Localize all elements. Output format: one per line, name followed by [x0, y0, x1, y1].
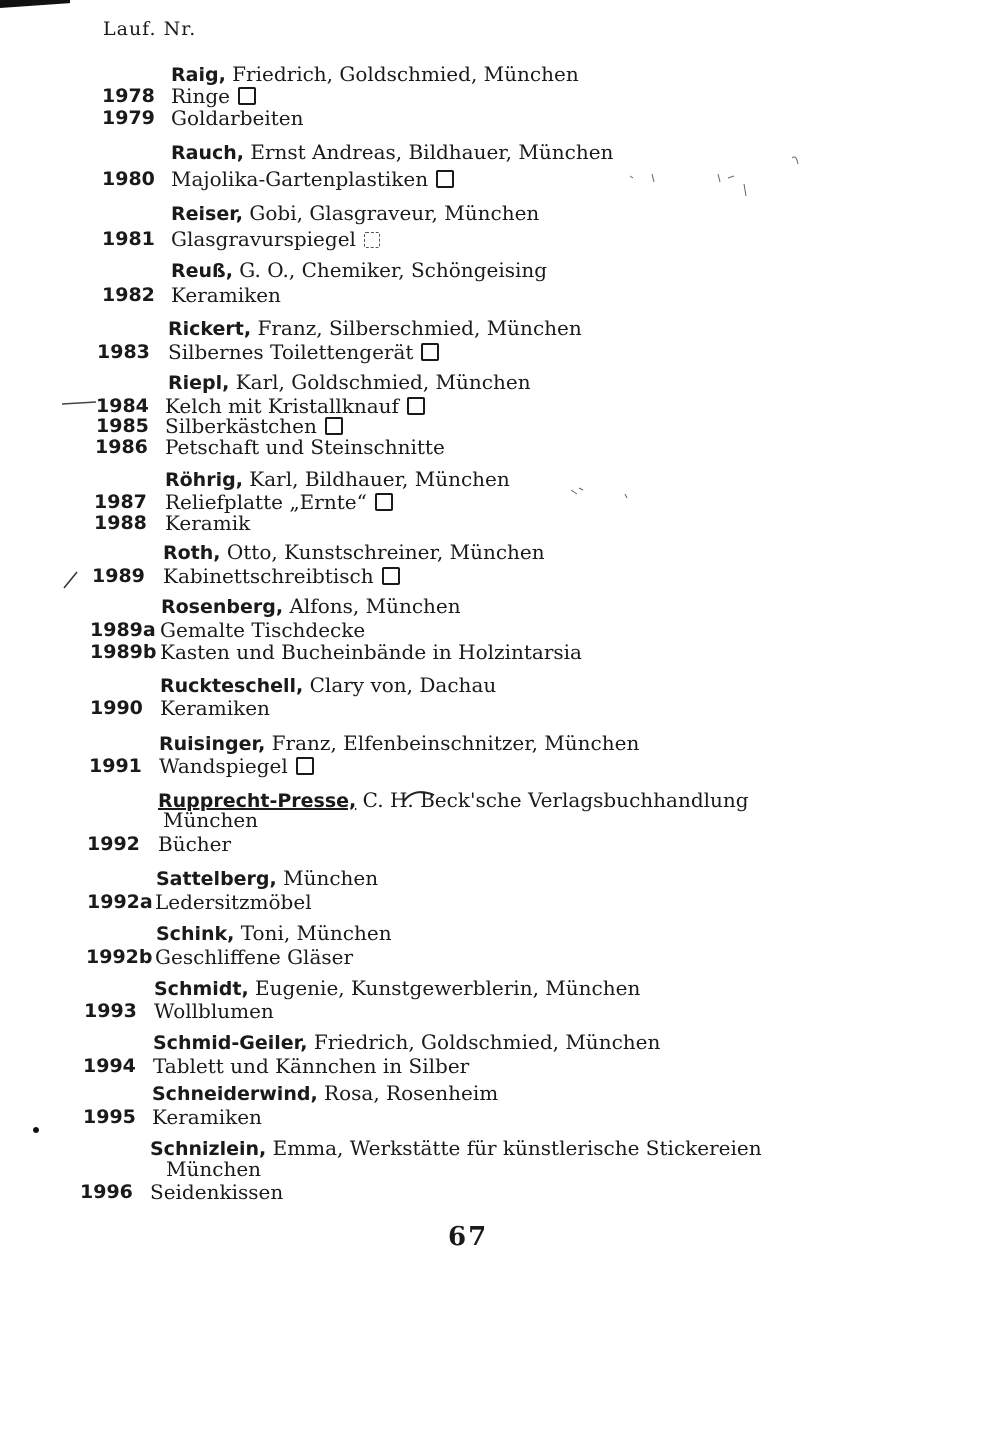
maker-detail: Friedrich, Goldschmied, München: [225, 62, 579, 86]
maker-line: [156, 866, 378, 891]
maker-name: Rickert,: [168, 318, 252, 340]
item-number: 1993: [84, 1000, 137, 1022]
item-title: [171, 84, 256, 108]
maker-line: [154, 976, 640, 1001]
maker-detail: Gobi, Glasgraveur, München: [243, 201, 540, 225]
checkbox-square-icon: [407, 397, 425, 415]
maker-name: Rosenberg,: [161, 596, 284, 618]
maker-detail-continued: München: [163, 808, 259, 832]
maker-line: [171, 258, 547, 283]
maker-detail: Ernst Andreas, Bildhauer, München: [244, 140, 614, 164]
item-title-text: Ledersitzmöbel: [155, 890, 312, 914]
item-title-text: Keramik: [165, 511, 251, 535]
item-title: [171, 283, 281, 307]
maker-line: [160, 673, 496, 698]
item-title-text: Bücher: [158, 832, 232, 856]
maker-detail: Friedrich, Goldschmied, München: [307, 1030, 661, 1054]
maker-name: Raig,: [171, 64, 226, 86]
pencil-strike-mark: [402, 787, 438, 807]
item-title: [171, 167, 454, 191]
item-title: [152, 1105, 262, 1129]
maker-detail-continued: München: [166, 1157, 262, 1181]
maker-name: Schnizlein,: [150, 1138, 267, 1160]
maker-detail: C. H. Beck'sche Verlagsbuchhandlung: [356, 788, 749, 812]
maker-line: [153, 1030, 660, 1055]
item-number: 1996: [80, 1181, 133, 1203]
maker-name: Schmidt,: [154, 978, 249, 1000]
stray-dot: [33, 1127, 39, 1133]
item-title: [153, 1054, 469, 1078]
item-title: [159, 754, 314, 778]
page-number: 67: [448, 1222, 489, 1252]
checkbox-square-icon: [375, 493, 393, 511]
item-title-text: Majolika-Gartenplastiken: [171, 167, 429, 191]
maker-name: Reuß,: [171, 260, 233, 282]
checkbox-square-icon: [382, 567, 400, 585]
maker-detail: Karl, Bildhauer, München: [242, 467, 510, 491]
pencil-tick-mark: [62, 568, 80, 590]
item-title-text: Wollblumen: [154, 999, 274, 1023]
maker-name: Rupprecht-Presse,: [158, 790, 357, 812]
pencil-smudge-mark: [565, 478, 635, 502]
checkbox-square-icon: [436, 170, 454, 188]
checkbox-square-icon: [421, 343, 439, 361]
item-title: [163, 564, 400, 588]
item-title-text: Wandspiegel: [159, 754, 288, 778]
maker-detail: Rosa, Rosenheim: [317, 1081, 499, 1105]
maker-line: [159, 731, 639, 756]
item-number: 1983: [97, 341, 150, 363]
item-number: 1982: [102, 284, 155, 306]
item-title-text: Silbernes Toilettengerät: [168, 340, 414, 364]
item-title: [155, 890, 312, 914]
item-number: 1991: [89, 755, 142, 777]
item-number: 1992b: [86, 946, 153, 968]
maker-detail: Karl, Goldschmied, München: [229, 370, 531, 394]
maker-name: Schmid-Geiler,: [153, 1032, 308, 1054]
item-number: 1992: [87, 833, 140, 855]
item-number: 1984: [96, 395, 149, 417]
item-number: 1992a: [87, 891, 153, 913]
maker-name: Reiser,: [171, 203, 244, 225]
item-title: [150, 1180, 283, 1204]
pencil-dash-mark: [60, 396, 100, 410]
maker-name: Röhrig,: [165, 469, 243, 491]
maker-line: [165, 467, 510, 492]
maker-detail: München: [276, 866, 379, 890]
maker-name: Schneiderwind,: [152, 1083, 318, 1105]
item-number: 1990: [90, 697, 143, 719]
maker-detail: Franz, Elfenbeinschnitzer, München: [265, 731, 640, 755]
checkbox-square-icon: [238, 87, 256, 105]
maker-line: [161, 594, 461, 619]
item-title: [171, 106, 304, 130]
item-number: 1980: [102, 168, 155, 190]
maker-name: Schink,: [156, 923, 235, 945]
item-title-text: Tablett und Kännchen in Silber: [153, 1054, 470, 1078]
maker-detail: Otto, Kunstschreiner, München: [220, 540, 545, 564]
maker-line: [168, 370, 531, 395]
item-number: 1986: [95, 436, 148, 458]
maker-line: [163, 540, 545, 565]
maker-detail: Clary von, Dachau: [303, 673, 497, 697]
maker-detail: Eugenie, Kunstgewerblerin, München: [248, 976, 641, 1000]
item-title-text: Kabinettschreibtisch: [163, 564, 374, 588]
maker-name: Rauch,: [171, 142, 244, 164]
maker-line: [168, 316, 582, 341]
item-title: [158, 832, 231, 856]
item-number: 1985: [96, 415, 149, 437]
maker-name: Roth,: [163, 542, 221, 564]
item-title: [160, 640, 582, 664]
item-number: 1979: [102, 107, 155, 129]
item-title-text: Ringe: [171, 84, 230, 108]
item-title: [160, 696, 270, 720]
item-title: [165, 435, 445, 459]
item-title-text: Keramiken: [171, 283, 281, 307]
maker-detail: Emma, Werkstätte für künstlerische Stickereien: [266, 1136, 762, 1160]
item-title-text: Petschaft und Steinschnitte: [165, 435, 445, 459]
scan-corner-mark: [0, 0, 70, 8]
item-title-text: Geschliffene Gläser: [155, 945, 354, 969]
item-title-text: Kelch mit Kristallknauf: [165, 394, 399, 418]
maker-name: Ruckteschell,: [160, 675, 304, 697]
column-header: Lauf. Nr.: [103, 18, 197, 40]
item-number: 1989a: [90, 619, 156, 641]
maker-detail: Toni, München: [234, 921, 392, 945]
item-title-text: Silberkästchen: [165, 414, 317, 438]
item-title: [171, 227, 380, 251]
checkbox-square-icon: [325, 417, 343, 435]
item-title-text: Keramiken: [152, 1105, 262, 1129]
maker-name: Sattelberg,: [156, 868, 277, 890]
item-title-text: Kasten und Bucheinbände in Holzintarsia: [160, 640, 582, 664]
maker-name: Ruisinger,: [159, 733, 266, 755]
maker-detail: Alfons, München: [283, 594, 461, 618]
maker-line: [171, 201, 539, 226]
item-number: 1988: [94, 512, 147, 534]
item-title-text: Reliefplatte „Ernte“: [165, 490, 367, 514]
item-number: 1989: [92, 565, 145, 587]
maker-detail: G. O., Chemiker, Schöngeising: [232, 258, 548, 282]
item-title-text: Gemalte Tischdecke: [160, 618, 366, 642]
item-number: 1995: [83, 1106, 136, 1128]
maker-detail: Franz, Silberschmied, München: [251, 316, 582, 340]
maker-line: [156, 921, 392, 946]
item-title-text: Seidenkissen: [150, 1180, 284, 1204]
item-title: [168, 340, 439, 364]
checkbox-square-icon: [364, 232, 380, 248]
item-title: [155, 945, 353, 969]
item-number: 1989b: [90, 641, 157, 663]
maker-line: [171, 140, 613, 165]
pencil-scribble-mark: [620, 150, 820, 200]
maker-name: Riepl,: [168, 372, 230, 394]
item-number: 1978: [102, 85, 155, 107]
item-number: 1994: [83, 1055, 136, 1077]
item-title: [154, 999, 274, 1023]
item-title: [165, 511, 250, 535]
item-title: [160, 618, 365, 642]
maker-line: [152, 1081, 498, 1106]
item-number: 1981: [102, 228, 155, 250]
checkbox-square-icon: [296, 757, 314, 775]
item-number: 1987: [94, 491, 147, 513]
item-title-text: Glasgravurspiegel: [171, 227, 356, 251]
item-title-text: Keramiken: [160, 696, 270, 720]
item-title-text: Goldarbeiten: [171, 106, 304, 130]
